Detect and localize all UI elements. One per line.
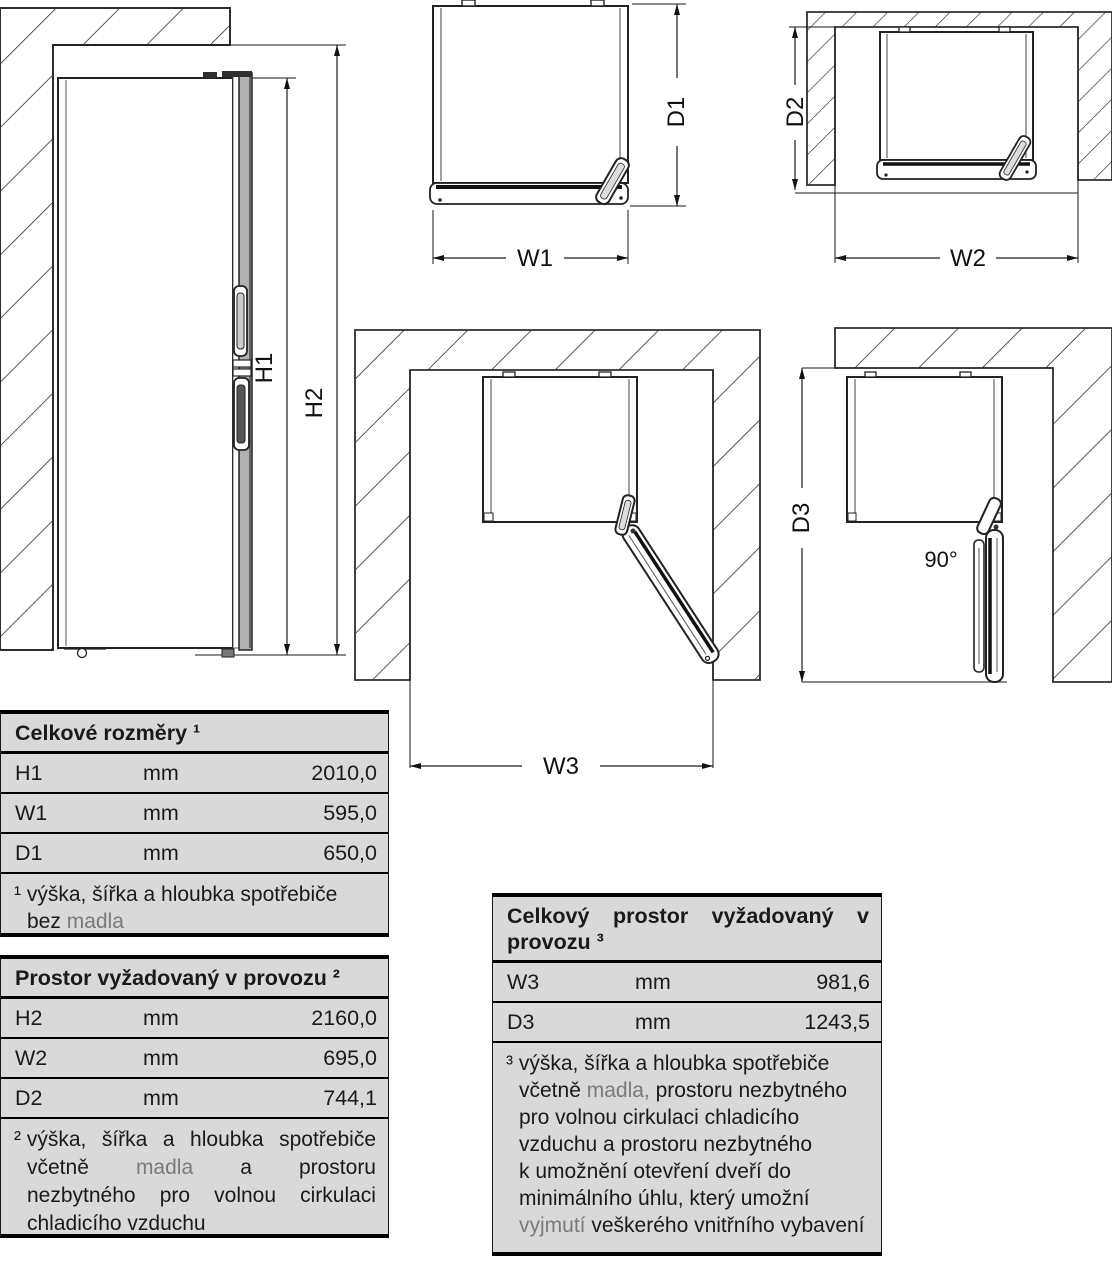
table-row bbox=[1, 832, 388, 872]
footnote-line bbox=[519, 1158, 869, 1185]
footnote-segment: vzduchu a prostoru nezbytného bbox=[519, 1133, 813, 1156]
footnote-segment: ¹ výška, šířka a hloubka spotřebiče bbox=[14, 883, 338, 906]
row-label: W1 bbox=[15, 800, 48, 825]
footnote-line bbox=[27, 1210, 376, 1238]
table-footnote bbox=[493, 1041, 881, 1243]
footnote-segment: hloubka bbox=[190, 1128, 264, 1151]
wheel bbox=[78, 649, 87, 658]
diagram-side-view bbox=[0, 0, 348, 662]
footnote-segment: veškerého vnitřního vybavení bbox=[591, 1214, 865, 1237]
hinge-tab bbox=[865, 372, 876, 377]
hinge-tab bbox=[591, 0, 604, 6]
footnote-line bbox=[519, 1212, 869, 1239]
footnote-line bbox=[519, 1104, 869, 1131]
footnote-segment: prostoru bbox=[298, 1156, 376, 1179]
hinge-tab bbox=[999, 27, 1010, 32]
fridge-door-open bbox=[619, 522, 721, 666]
footnote-segment: chladicího vzduchu bbox=[27, 1212, 206, 1235]
diagram-top-view-free bbox=[400, 0, 700, 275]
row-value: 2160,0 bbox=[311, 1005, 377, 1030]
diagram-top-view-door-open-min bbox=[350, 320, 770, 780]
row-value: 650,0 bbox=[323, 840, 377, 865]
table-row bbox=[1, 1037, 388, 1077]
row-label: W3 bbox=[507, 969, 540, 994]
table-title: Prostor vyžadovaný v provozu ² bbox=[1, 959, 388, 999]
fridge-top bbox=[877, 27, 1036, 182]
footnote-segment: spotřebiče bbox=[279, 1128, 376, 1151]
footnote-segment: minimálního úhlu, který umožní bbox=[519, 1187, 810, 1210]
dimension-label-w2: W2 bbox=[950, 245, 986, 272]
row-unit: mm bbox=[143, 1045, 179, 1070]
top-hinge bbox=[222, 71, 252, 77]
table-operating-space bbox=[0, 955, 389, 1238]
door-angle-label: 90° bbox=[924, 547, 958, 572]
dimension-lines bbox=[287, 45, 337, 655]
footnote-segment: provozu ³ bbox=[507, 930, 604, 954]
footnote-segment: nezbytného bbox=[27, 1184, 136, 1207]
fridge-top bbox=[430, 0, 631, 206]
table-title-line bbox=[507, 929, 869, 955]
footnote-segment: a bbox=[240, 1156, 252, 1179]
row-unit: mm bbox=[143, 840, 179, 865]
row-value: 1243,5 bbox=[804, 1009, 870, 1034]
footnote-segment: prostor bbox=[612, 904, 689, 928]
dimension-label-d3: D3 bbox=[788, 502, 815, 534]
footnote-segment: v bbox=[857, 904, 869, 928]
footnote-line bbox=[14, 1126, 376, 1154]
diagram-top-view-alcove bbox=[775, 0, 1112, 275]
footnote-segment: včetně bbox=[519, 1079, 581, 1102]
row-value: 744,1 bbox=[323, 1085, 377, 1110]
footnote-segment: a bbox=[162, 1128, 175, 1151]
footnote-segment: ² výška, bbox=[14, 1128, 87, 1151]
hinge-tab bbox=[899, 27, 910, 32]
row-value: 695,0 bbox=[323, 1045, 377, 1070]
footnote-segment: včetně bbox=[27, 1156, 89, 1179]
row-unit: mm bbox=[143, 800, 179, 825]
table-row bbox=[1, 754, 388, 792]
footnote-line bbox=[27, 908, 376, 935]
fridge-body bbox=[483, 377, 637, 522]
row-value: 981,6 bbox=[816, 969, 870, 994]
table-overall-dimensions bbox=[0, 710, 389, 937]
table-footnote bbox=[1, 1117, 388, 1238]
dimension-label-h2: H2 bbox=[301, 387, 328, 419]
footnote-line bbox=[27, 1154, 376, 1182]
footnote-segment: cirkulaci bbox=[300, 1184, 376, 1207]
footnote-line bbox=[506, 1050, 869, 1077]
row-unit: mm bbox=[635, 969, 671, 994]
footnote-segment: ³ výška, šířka a hloubka spotřebiče bbox=[506, 1052, 830, 1075]
hinge-tab bbox=[462, 0, 475, 6]
footnote-segment: vyjmutí bbox=[519, 1214, 586, 1237]
hinge-tab bbox=[503, 372, 515, 377]
row-label: D1 bbox=[15, 840, 43, 865]
fridge-top bbox=[483, 372, 722, 666]
table-title: Celkové rozměry ¹ bbox=[1, 714, 388, 754]
fridge-body bbox=[847, 377, 1002, 522]
footnote-segment: bez bbox=[27, 910, 61, 933]
table-row bbox=[1, 999, 388, 1037]
fridge-body bbox=[58, 78, 233, 648]
fridge-body bbox=[880, 32, 1033, 160]
footnote-segment: k umožnění otevření dveří do bbox=[519, 1160, 791, 1183]
dimension-label-d1: D1 bbox=[663, 96, 690, 128]
table-title bbox=[493, 897, 881, 963]
table-row bbox=[493, 1001, 881, 1041]
fridge-top bbox=[847, 372, 1003, 682]
table-title-line bbox=[507, 903, 869, 929]
footnote-segment: vyžadovaný bbox=[711, 904, 834, 928]
table-row bbox=[1, 1077, 388, 1117]
row-label: D3 bbox=[507, 1009, 535, 1034]
row-unit: mm bbox=[635, 1009, 671, 1034]
row-label: W2 bbox=[15, 1045, 48, 1070]
footnote-line bbox=[519, 1131, 869, 1158]
dimension-label-h1: H1 bbox=[251, 352, 278, 384]
footnote-segment: Celkový bbox=[507, 904, 590, 928]
row-label: D2 bbox=[15, 1085, 43, 1110]
footnote-line bbox=[519, 1185, 869, 1212]
footnote-segment: volnou bbox=[214, 1184, 277, 1207]
footnote-segment: pro volnou cirkulaci chladicího bbox=[519, 1106, 800, 1129]
table-row bbox=[493, 963, 881, 1001]
footnote-segment: madla, bbox=[586, 1079, 650, 1102]
foot bbox=[222, 649, 234, 657]
row-value: 2010,0 bbox=[311, 760, 377, 785]
row-unit: mm bbox=[143, 1085, 179, 1110]
row-unit: mm bbox=[143, 1005, 179, 1030]
dimension-arrows bbox=[284, 45, 340, 655]
footnote-segment: madla bbox=[135, 1156, 194, 1179]
row-value: 595,0 bbox=[323, 800, 377, 825]
footnote-segment: madla bbox=[66, 910, 124, 933]
table-total-operating-space bbox=[492, 893, 882, 1256]
hinge-tab bbox=[599, 372, 611, 377]
dimension-label-d2: D2 bbox=[782, 96, 809, 128]
fridge-body bbox=[433, 6, 628, 183]
fridge-side bbox=[58, 71, 252, 658]
hinge-tab bbox=[960, 372, 971, 377]
row-label: H1 bbox=[15, 760, 43, 785]
dimension-label-w1: W1 bbox=[517, 245, 553, 272]
row-unit: mm bbox=[143, 760, 179, 785]
table-row bbox=[1, 792, 388, 832]
dimension-label-w3: W3 bbox=[543, 753, 579, 780]
footnote-line bbox=[27, 1182, 376, 1210]
footnote-line bbox=[519, 1077, 869, 1104]
row-label: H2 bbox=[15, 1005, 43, 1030]
footnote-line bbox=[14, 881, 376, 908]
footnote-segment: pro bbox=[159, 1184, 191, 1207]
diagram-top-view-door-open-90 bbox=[775, 320, 1112, 700]
footnote-segment: šířka bbox=[101, 1128, 148, 1151]
footnote-segment: prostoru nezbytného bbox=[655, 1079, 848, 1102]
table-footnote bbox=[1, 872, 388, 937]
